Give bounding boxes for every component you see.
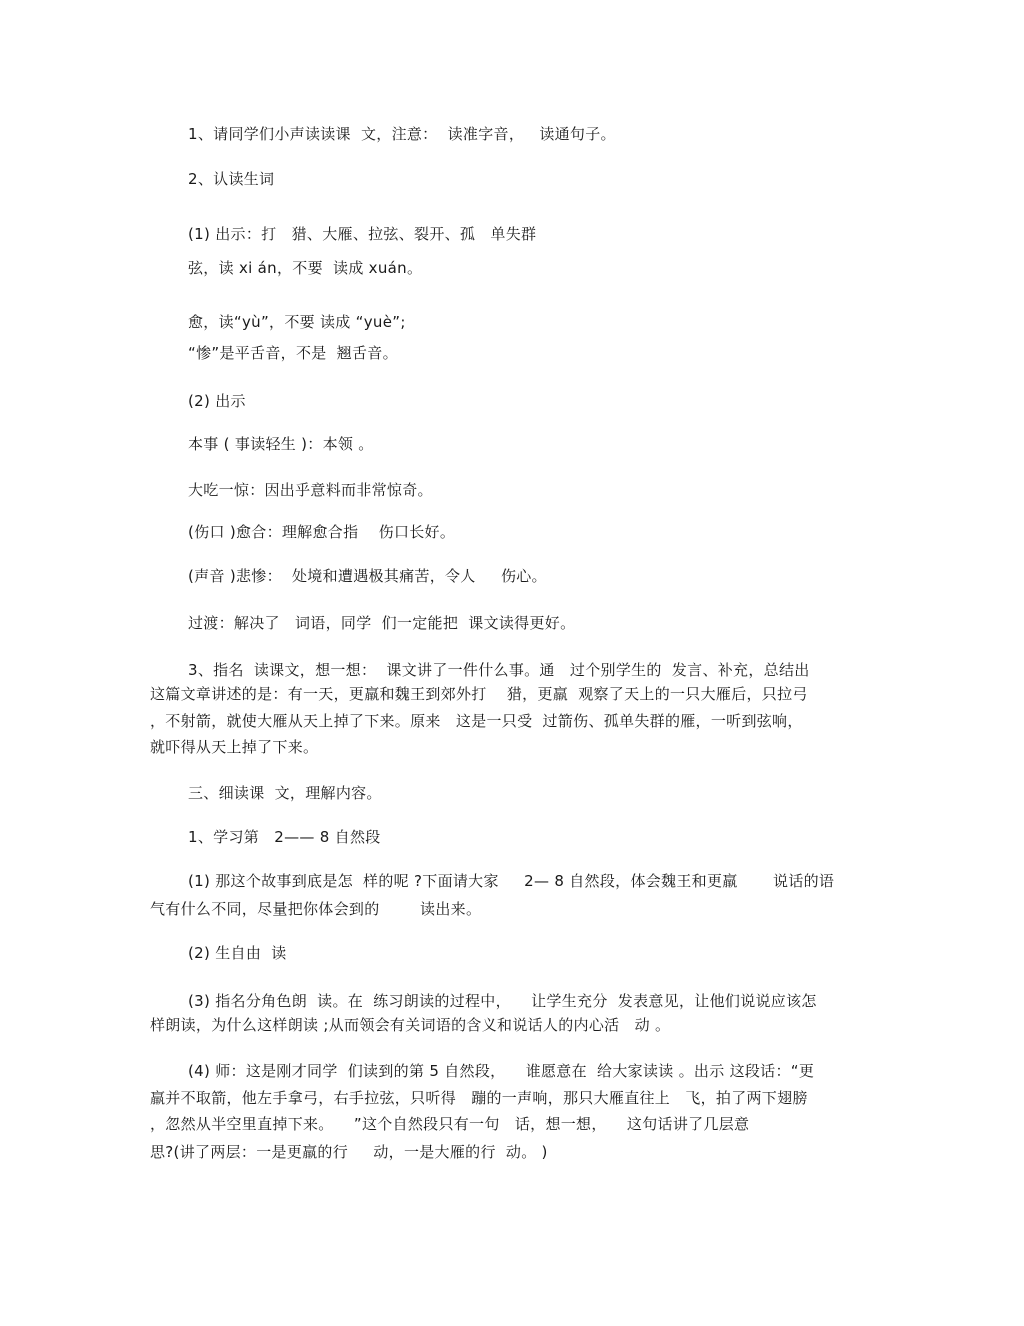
step-3-paragraph-line-1: 3、指名 读课文，想一想： 课文讲了一件什么事。通 过个别学生的 发言、补充，总结出 <box>188 661 810 679</box>
vocab-list: (1) 出示：打 猎、大雁、拉弦、裂开、孤 单失群 <box>188 225 537 243</box>
item-1-line-2: 气有什么不同，尽量把你体会到的 读出来。 <box>150 900 482 918</box>
item-4-line-2: 羸并不取箭，他左手拿弓，右手拉弦，只听得 蹦的一声响，那只大雁直往上 飞，拍了两下翅膀 <box>150 1089 808 1107</box>
definition-beican: (声音 )悲惨： 处境和遭遇极其痛苦，令人 伤心。 <box>188 567 547 585</box>
step-3-paragraph-line-4: 就吓得从天上掉了下来。 <box>150 738 319 756</box>
item-4-line-1: (4) 师：这是刚才同学 们读到的第 5 自然段， 谁愿意在 给大家读读 。出示 这段话：“更 <box>188 1062 815 1080</box>
item-4-line-4: 思?(讲了两层：一是更羸的行 动，一是大雁的行 动。 ) <box>150 1143 548 1161</box>
definition-yuhe: (伤口 )愈合：理解愈合指 伤口长好。 <box>188 523 456 541</box>
pronunciation-note-yu: 愈，读“yù”，不要 读成 “yuè”; <box>188 313 406 331</box>
definition-benshi: 本事 ( 事读轻生 )：本领 。 <box>188 435 374 453</box>
show-2-heading: (2) 出示 <box>188 392 246 410</box>
step-2-heading: 2、认读生词 <box>188 170 275 188</box>
study-paragraphs-heading: 1、学习第 2—— 8 自然段 <box>188 828 381 846</box>
item-3-line-2: 样朗读，为什么这样朗读 ;从而领会有关词语的含义和说话人的内心活 动 。 <box>150 1016 671 1034</box>
item-1-line-1: (1) 那这个故事到底是怎 样的呢 ?下面请大家 2— 8 自然段，体会魏王和更羸 说话的语 <box>188 872 835 890</box>
step-3-paragraph-line-2: 这篇文章讲述的是：有一天，更羸和魏王到郊外打 猎，更羸 观察了天上的一只大雁后，只拉弓 <box>150 685 808 703</box>
item-2: (2) 生自由 读 <box>188 944 287 962</box>
item-3-line-1: (3) 指名分角色朗 读。在 练习朗读的过程中， 让学生充分 发表意见，让他们说说应该怎 <box>188 992 817 1010</box>
pronunciation-note-can: “惨”是平舌音，不是 翘舌音。 <box>188 344 398 362</box>
item-4-line-3: ，忽然从半空里直掉下来。 ”这个自然段只有一句 话，想一想， 这句话讲了几层意 <box>150 1115 750 1133</box>
pronunciation-note-xian: 弦，读 xi án，不要 读成 xuán。 <box>188 259 423 277</box>
step-1-instruction: 1、请同学们小声读读课 文，注意： 读准字音， 读通句子。 <box>188 125 616 143</box>
definition-dachiyijing: 大吃一惊：因出乎意料而非常惊奇。 <box>188 481 433 499</box>
transition-line: 过渡：解决了 词语，同学 们一定能把 课文读得更好。 <box>188 614 576 632</box>
step-3-paragraph-line-3: ，不射箭，就使大雁从天上掉了下来。原来 这是一只受 过箭伤、孤单失群的雁，一听到弦响， <box>150 712 803 730</box>
section-3-heading: 三、细读课 文，理解内容。 <box>188 784 382 802</box>
